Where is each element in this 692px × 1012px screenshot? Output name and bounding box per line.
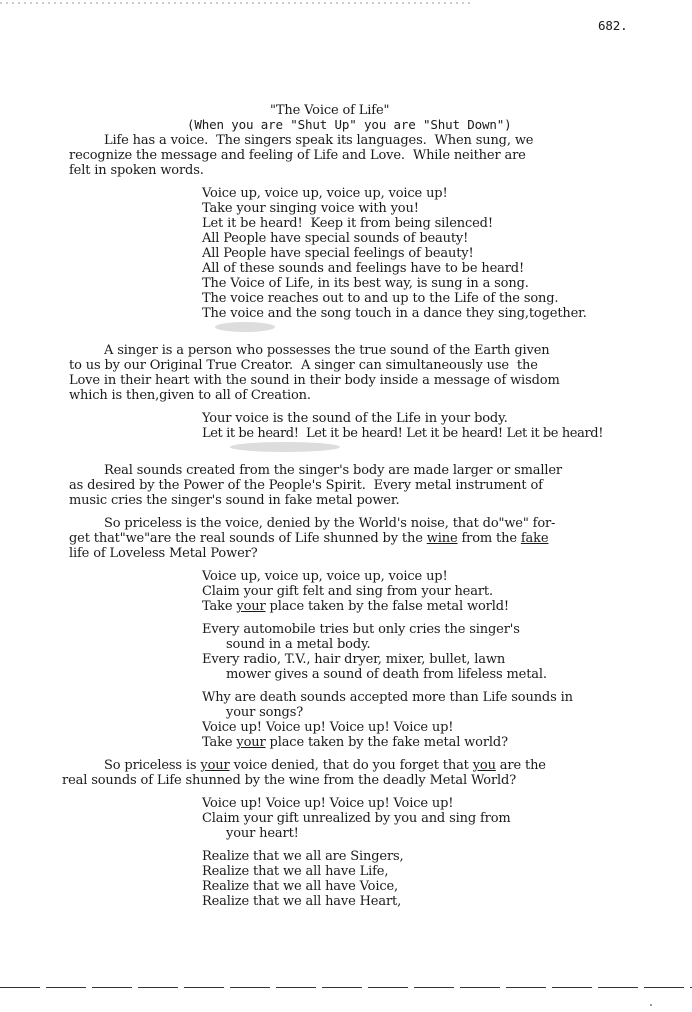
verse-line: The voice reaches out to and up to the Life of the song.	[202, 291, 559, 306]
verse-line: Every radio, T.V., hair dryer, mixer, bullet, lawn	[202, 652, 506, 667]
scan-noise-top	[0, 2, 470, 4]
verse-line: your heart!	[226, 826, 299, 841]
verse-line: Claim your gift unrealized by you and sing from	[202, 811, 511, 826]
verse-line: your songs?	[226, 705, 304, 720]
bottom-scan-rule	[0, 987, 692, 988]
text-line: music cries the singer's sound in fake metal power.	[69, 493, 400, 508]
verse-line: Your voice is the sound of the Life in your body.	[202, 411, 508, 426]
text-line: which is then,given to all of Creation.	[69, 388, 311, 403]
text-line: get that"we"are the real sounds of Life shunned by the wine from the fake	[69, 531, 549, 546]
verse-line: Realize that we all have Heart,	[202, 894, 402, 909]
verse-line: Every automobile tries but only cries the singer's	[202, 622, 520, 637]
verse-line: Let it be heard! Let it be heard! Let it be heard! Let it be heard!	[202, 426, 604, 441]
verse-line: mower gives a sound of death from lifeless metal.	[226, 667, 547, 682]
text-line: Real sounds created from the singer's body are made larger or smaller	[104, 463, 562, 478]
verse-line: Realize that we all have Voice,	[202, 879, 399, 894]
poem-subtitle: (When you are "Shut Up" you are "Shut Down")	[187, 117, 512, 132]
ink-smudge	[230, 442, 340, 452]
text-line: recognize the message and feeling of Life and Love. While neither are	[69, 148, 526, 163]
scan-dot	[650, 1004, 652, 1006]
text-line: real sounds of Life shunned by the wine from the deadly Metal World?	[62, 773, 517, 788]
text-line: A singer is a person who possesses the true sound of the Earth given	[104, 343, 550, 358]
page-number: 682.	[598, 18, 628, 33]
text-line: So priceless is your voice denied, that do you forget that you are the	[104, 758, 546, 773]
text-line: life of Loveless Metal Power?	[69, 546, 258, 561]
verse-line: Take your place taken by the false metal world!	[202, 599, 509, 614]
verse-line: All of these sounds and feelings have to be heard!	[202, 261, 525, 276]
verse-line: Voice up, voice up, voice up, voice up!	[202, 569, 448, 584]
text-line: Love in their heart with the sound in their body inside a message of wisdom	[69, 373, 560, 388]
text-line: So priceless is the voice, denied by the World's noise, that do"we" for-	[104, 516, 556, 531]
text-line: as desired by the Power of the People's Spirit. Every metal instrument of	[69, 478, 543, 493]
verse-line: Take your singing voice with you!	[202, 201, 419, 216]
verse-line: Claim your gift felt and sing from your heart.	[202, 584, 493, 599]
verse-line: The voice and the song touch in a dance they sing,together.	[202, 306, 587, 321]
verse-line: Realize that we all have Life,	[202, 864, 389, 879]
verse-line: Take your place taken by the fake metal world?	[202, 735, 508, 750]
verse-line: All People have special sounds of beauty!	[202, 231, 469, 246]
ink-smudge	[215, 322, 275, 332]
verse-line: Voice up, voice up, voice up, voice up!	[202, 186, 448, 201]
text-line: Life has a voice. The singers speak its languages. When sung, we	[104, 133, 534, 148]
verse-line: Voice up! Voice up! Voice up! Voice up!	[202, 720, 454, 735]
poem-title: "The Voice of Life"	[270, 103, 390, 118]
verse-line: Realize that we all are Singers,	[202, 849, 404, 864]
verse-line: Why are death sounds accepted more than Life sounds in	[202, 690, 573, 705]
verse-line: The Voice of Life, in its best way, is sung in a song.	[202, 276, 529, 291]
verse-line: All People have special feelings of beauty!	[202, 246, 474, 261]
text-line: felt in spoken words.	[69, 163, 204, 178]
verse-line: Voice up! Voice up! Voice up! Voice up!	[202, 796, 454, 811]
text-line: to us by our Original True Creator. A singer can simultaneously use the	[69, 358, 538, 373]
verse-line: sound in a metal body.	[226, 637, 371, 652]
verse-line: Let it be heard! Keep it from being silenced!	[202, 216, 493, 231]
